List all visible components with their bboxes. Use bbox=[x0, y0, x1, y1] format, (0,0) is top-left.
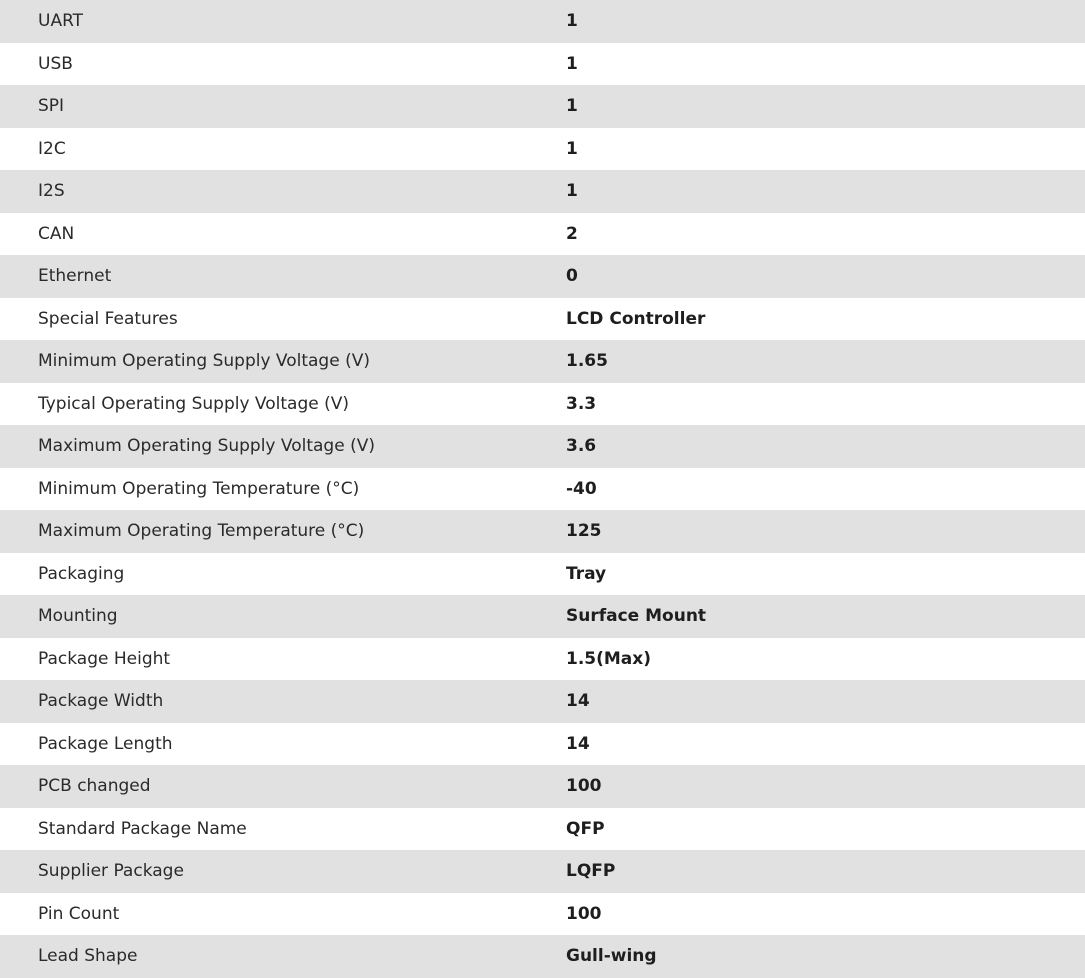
spec-label: Maximum Operating Temperature (°C) bbox=[38, 521, 365, 542]
spec-label: USB bbox=[38, 53, 73, 74]
spec-value: 3.3 bbox=[566, 393, 597, 414]
spec-row-lead-shape bbox=[0, 935, 1085, 978]
spec-row-package-height bbox=[0, 638, 1085, 681]
spec-label: PCB changed bbox=[38, 776, 151, 797]
spec-value: 125 bbox=[566, 521, 602, 542]
spec-label: Typical Operating Supply Voltage (V) bbox=[38, 393, 349, 414]
spec-label: I2C bbox=[38, 138, 66, 159]
spec-label: Minimum Operating Temperature (°C) bbox=[38, 478, 360, 499]
spec-row-min-supply-voltage bbox=[0, 340, 1085, 383]
spec-label: UART bbox=[38, 11, 84, 32]
spec-value: 1.65 bbox=[566, 351, 608, 372]
spec-value: Surface Mount bbox=[566, 606, 707, 627]
spec-label: Mounting bbox=[38, 606, 118, 627]
spec-row-max-supply-voltage bbox=[0, 425, 1085, 468]
spec-label: Minimum Operating Supply Voltage (V) bbox=[38, 351, 370, 372]
spec-label: Maximum Operating Supply Voltage (V) bbox=[38, 436, 375, 457]
spec-row-can bbox=[0, 213, 1085, 256]
spec-value: 14 bbox=[566, 733, 590, 754]
spec-label: Lead Shape bbox=[38, 946, 138, 967]
spec-value: 14 bbox=[566, 691, 590, 712]
spec-row-i2c bbox=[0, 128, 1085, 171]
spec-value: 1 bbox=[566, 138, 578, 159]
spec-row-standard-package-name bbox=[0, 808, 1085, 851]
spec-label: I2S bbox=[38, 181, 65, 202]
spec-row-uart bbox=[0, 0, 1085, 43]
spec-label: Package Height bbox=[38, 648, 171, 669]
spec-row-usb bbox=[0, 43, 1085, 86]
spec-row-ethernet bbox=[0, 255, 1085, 298]
spec-value: LCD Controller bbox=[566, 308, 706, 329]
spec-row-packaging bbox=[0, 553, 1085, 596]
spec-value: Gull-wing bbox=[566, 946, 657, 967]
spec-label: SPI bbox=[38, 96, 65, 117]
spec-row-supplier-package bbox=[0, 850, 1085, 893]
spec-value: 1 bbox=[566, 181, 578, 202]
spec-row-mounting bbox=[0, 595, 1085, 638]
spec-row-special-features bbox=[0, 298, 1085, 341]
spec-row-i2s bbox=[0, 170, 1085, 213]
spec-row-pin-count bbox=[0, 893, 1085, 936]
spec-value: Tray bbox=[566, 563, 607, 584]
spec-row-package-length bbox=[0, 723, 1085, 766]
spec-value: -40 bbox=[566, 478, 597, 499]
spec-label: Pin Count bbox=[38, 903, 120, 924]
spec-label: Ethernet bbox=[38, 266, 112, 287]
spec-label: Standard Package Name bbox=[38, 818, 247, 839]
spec-row-spi bbox=[0, 85, 1085, 128]
spec-value: 1.5(Max) bbox=[566, 648, 652, 669]
spec-row-pcb-changed bbox=[0, 765, 1085, 808]
spec-value: 1 bbox=[566, 96, 578, 117]
spec-value: 3.6 bbox=[566, 436, 597, 457]
spec-value: 1 bbox=[566, 11, 578, 32]
spec-value: 100 bbox=[566, 903, 602, 924]
spec-label: Packaging bbox=[38, 563, 125, 584]
spec-label: CAN bbox=[38, 223, 75, 244]
spec-value: LQFP bbox=[566, 861, 616, 882]
spec-row-max-temperature bbox=[0, 510, 1085, 553]
spec-label: Special Features bbox=[38, 308, 178, 329]
spec-row-typ-supply-voltage bbox=[0, 383, 1085, 426]
spec-value: 100 bbox=[566, 776, 602, 797]
spec-label: Package Width bbox=[38, 691, 164, 712]
spec-value: 1 bbox=[566, 53, 578, 74]
spec-value: 2 bbox=[566, 223, 578, 244]
spec-row-package-width bbox=[0, 680, 1085, 723]
spec-label: Supplier Package bbox=[38, 861, 184, 882]
spec-label: Package Length bbox=[38, 733, 173, 754]
spec-row-min-temperature bbox=[0, 468, 1085, 511]
spec-value: QFP bbox=[566, 818, 605, 839]
spec-value: 0 bbox=[566, 266, 578, 287]
